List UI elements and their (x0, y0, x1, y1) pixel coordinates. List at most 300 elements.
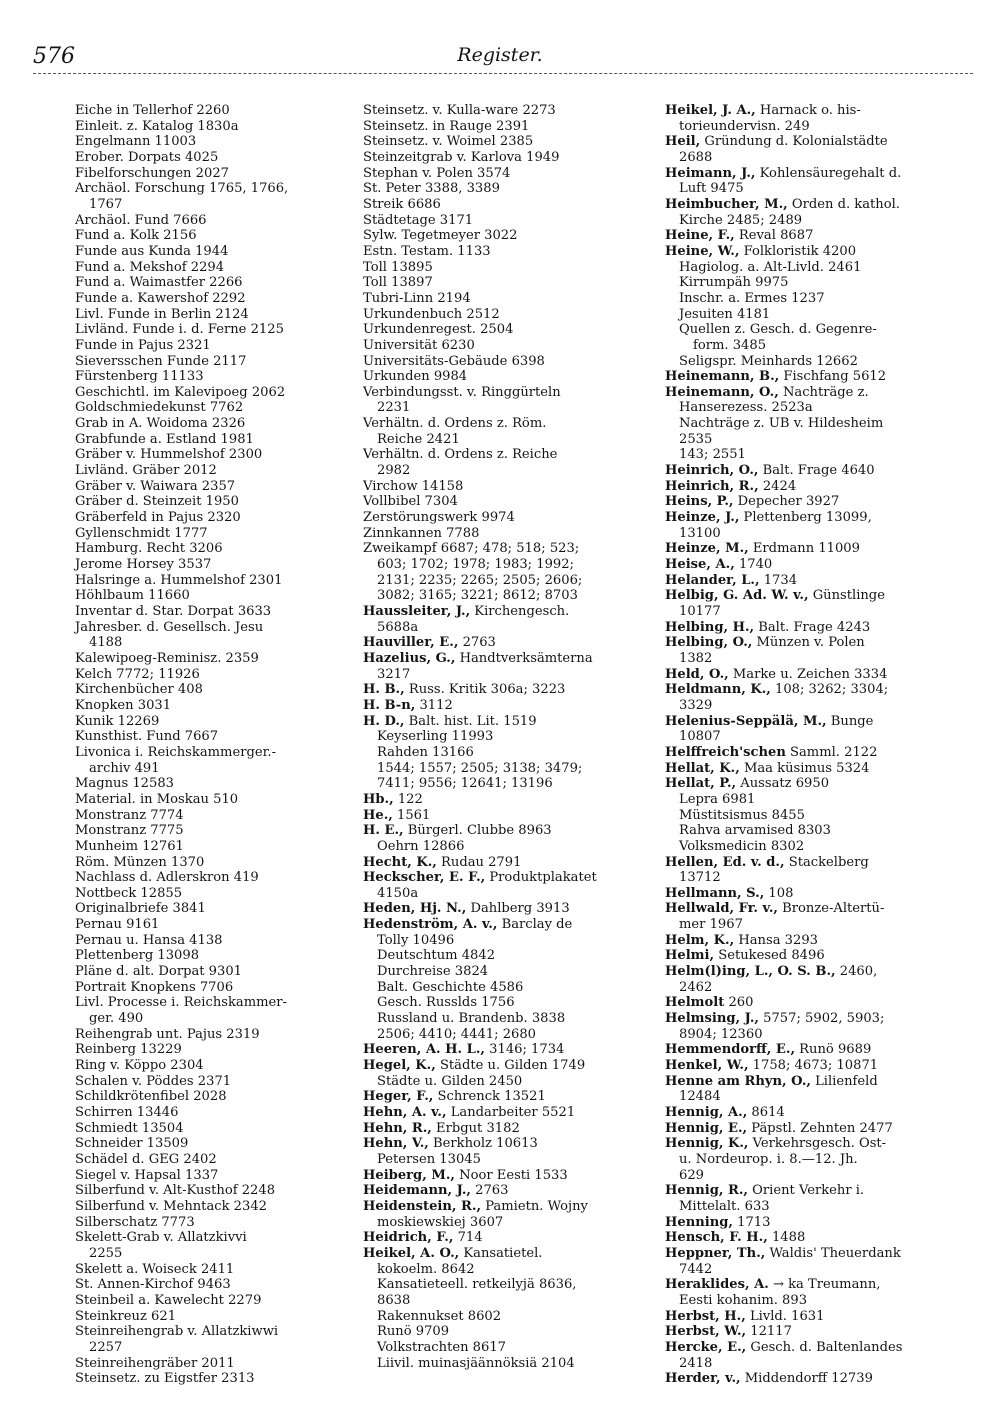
index-entry-text: 2231 (377, 400, 411, 416)
index-entry (665, 573, 955, 589)
index-entry-text: Nottbeck 12855 (75, 885, 183, 901)
index-entry (363, 1042, 638, 1058)
index-entry-text: Pernau u. Hansa 4138 (75, 932, 223, 948)
index-entry (363, 604, 638, 620)
index-entry (75, 213, 337, 229)
index-entry (363, 1121, 638, 1137)
index-entry-author: H. B., (363, 682, 405, 698)
index-entry (75, 354, 337, 370)
index-entry (363, 1262, 638, 1278)
index-entry (665, 698, 955, 714)
index-entry (75, 150, 337, 166)
index-entry-text: Gründung d. Kolonialstädte (700, 134, 888, 150)
index-entry-text: 5688a (377, 619, 419, 635)
index-entry-text: 3146; 1734 (485, 1042, 565, 1058)
index-entry (363, 808, 638, 824)
index-entry (665, 244, 955, 260)
index-entry (75, 1215, 337, 1231)
index-entry (665, 1230, 955, 1246)
index-entry (75, 260, 337, 276)
index-entry-author: Hehn, A. v., (363, 1105, 447, 1120)
index-entry-author: Helffreich'schen (665, 744, 786, 760)
index-entry (665, 228, 955, 244)
index-entry (75, 1183, 337, 1199)
index-entry (665, 745, 955, 761)
index-entry-text: Günstlinge (808, 588, 885, 604)
index-entry-text: Orden d. kathol. (787, 196, 900, 212)
index-entry-text: Urkunden 9984 (363, 369, 468, 385)
index-entry-author: Heger, F., (363, 1089, 434, 1105)
index-entry (75, 776, 337, 792)
index-entry (665, 792, 955, 808)
index-entry (665, 870, 955, 886)
index-entry-text: Münzen v. Polen (752, 635, 865, 651)
index-entry-text: 122 (393, 791, 423, 807)
index-entry-text: 5757; 5902, 5903; (758, 1011, 885, 1027)
index-entry-text: Livl. Funde in Berlin 2124 (75, 306, 249, 322)
index-entry-text: Folkloristik 4200 (739, 243, 857, 259)
index-entry-text: Grabfunde a. Estland 1981 (75, 431, 254, 447)
index-entry-text: 2257 (89, 1339, 123, 1355)
index-entry-text: Originalbriefe 3841 (75, 901, 206, 917)
header-rule (33, 73, 973, 74)
index-entry (665, 291, 955, 307)
index-entry-text: Bunge (826, 713, 874, 729)
index-entry (75, 557, 337, 573)
index-entry-text: Pamietn. Wojny (481, 1198, 588, 1214)
index-entry-text: 2535 (679, 431, 713, 447)
index-entry (75, 541, 337, 557)
index-entry (363, 197, 638, 213)
index-entry (75, 901, 337, 917)
index-entry (75, 166, 337, 182)
index-entry-text: Livonica i. Reichskammerger.- (75, 744, 276, 760)
index-entry-text: 2131; 2235; 2265; 2505; 2606; (377, 572, 583, 588)
index-entry-text: Einleit. z. Katalog 1830a (75, 118, 239, 134)
index-entry (75, 1105, 337, 1121)
index-entry-text: Zerstörungswerk 9974 (363, 510, 515, 526)
index-entry-text: Petersen 13045 (377, 1151, 481, 1167)
index-entry-text: Middendorff 12739 (740, 1371, 873, 1387)
index-entry (363, 995, 638, 1011)
index-entry (363, 494, 638, 510)
index-entry-text: Jerome Horsey 3537 (75, 557, 212, 573)
index-entry-text: Skelett a. Woiseck 2411 (75, 1261, 235, 1277)
index-entry-text: Steinsetz. in Rauge 2391 (363, 118, 530, 134)
index-entry (665, 1371, 955, 1387)
index-entry-text: Steinreihengrab v. Allatzkiwwi (75, 1324, 279, 1340)
index-entry (75, 1371, 337, 1387)
index-entry (665, 886, 955, 902)
index-entry-text: 12484 (679, 1089, 721, 1105)
index-entry-text: Maa küsimus 5324 (739, 760, 870, 776)
index-entry-text: Goldschmiedekunst 7762 (75, 400, 244, 416)
index-entry-author: Hellwald, Fr. v., (665, 901, 778, 917)
index-entry (363, 933, 638, 949)
index-entry-text: Bronze-Altertü- (777, 901, 885, 917)
index-entry (665, 948, 955, 964)
index-entry-text: u. Nordeurop. i. 8.—12. Jh. (679, 1151, 858, 1167)
index-entry (363, 463, 638, 479)
index-entry (75, 1324, 337, 1340)
index-entry (363, 181, 638, 197)
index-entry (363, 291, 638, 307)
index-entry-text: Höhlbaum 11660 (75, 588, 190, 604)
index-entry-text: Portrait Knopkens 7706 (75, 979, 234, 995)
index-entry-text: Kelch 7772; 11926 (75, 666, 200, 682)
index-entry (75, 447, 337, 463)
index-entry (75, 1293, 337, 1309)
index-entry-text: Orient Verkehr i. (748, 1183, 865, 1199)
index-entry (75, 1246, 337, 1262)
index-entry-text: 3112 (415, 697, 453, 713)
index-entry-text: 1561 (392, 807, 431, 823)
index-entry-author: He., (363, 807, 393, 823)
index-entry-text: Engelmann 11003 (75, 134, 197, 150)
index-entry (363, 1324, 638, 1340)
index-entry-text: Eiche in Tellerhof 2260 (75, 103, 230, 118)
index-entry-text: Jesuiten 4181 (679, 306, 771, 322)
index-entry-text: 12117 (746, 1324, 792, 1340)
index-entry (75, 667, 337, 683)
index-entry-text: Rakennukset 8602 (377, 1308, 502, 1324)
index-column-3 (665, 103, 955, 1387)
index-entry (75, 792, 337, 808)
index-entry (363, 1277, 638, 1293)
index-entry (75, 244, 337, 260)
index-entry (665, 855, 955, 871)
index-entry (665, 1027, 955, 1043)
index-entry-text: 7411; 9556; 12641; 13196 (377, 776, 553, 792)
index-entry-text: torieundervisn. 249 (679, 118, 810, 134)
index-entry-author: H. B-n, (363, 697, 416, 713)
index-entry (665, 432, 955, 448)
index-entry (665, 917, 955, 933)
index-entry-text: Hamburg. Recht 3206 (75, 541, 223, 557)
index-entry-text: Russland u. Brandenb. 3838 (377, 1011, 566, 1027)
index-entry-author: Heidenstein, R., (363, 1198, 482, 1214)
index-entry-text: Päpstl. Zehnten 2477 (747, 1120, 893, 1136)
index-entry-author: Heraklides, A. (665, 1277, 769, 1293)
index-entry (75, 510, 337, 526)
index-entry (363, 1309, 638, 1325)
index-entry-text: Inschr. a. Ermes 1237 (679, 290, 825, 306)
index-entry-author: Heeren, A. H. L., (363, 1042, 485, 1058)
index-entry-text: Gesch. Russlds 1756 (377, 995, 515, 1011)
index-entry-text: Reiche 2421 (377, 431, 460, 447)
index-entry (75, 494, 337, 510)
index-entry (665, 166, 955, 182)
index-entry-text: Zinnkannen 7788 (363, 525, 480, 541)
index-entry (363, 1136, 638, 1152)
index-entry (75, 1277, 337, 1293)
index-entry-author: Henkel, W., (665, 1058, 749, 1074)
index-entry (665, 385, 955, 401)
index-entry (363, 776, 638, 792)
index-entry (75, 291, 337, 307)
index-entry-text: Noor Eesti 1533 (454, 1167, 568, 1183)
index-entry-author: Heidrich, F., (363, 1230, 454, 1246)
index-entry-author: Herbst, H., (665, 1308, 746, 1324)
index-entry-author: Hercke, E., (665, 1339, 747, 1355)
index-entry (665, 1293, 955, 1309)
index-entry-text: 2255 (89, 1245, 123, 1261)
index-entry (363, 839, 638, 855)
index-entry-text: Silberfund v. Mehntack 2342 (75, 1198, 268, 1214)
index-entry-author: Herder, v., (665, 1371, 741, 1387)
index-entry-text: 4150a (377, 885, 419, 901)
index-entry-text: Siegel v. Hapsal 1337 (75, 1167, 219, 1183)
index-entry-text: Ring v. Köppo 2304 (75, 1058, 204, 1074)
index-entry-text: Kunsthist. Fund 7667 (75, 729, 219, 745)
index-entry-text: Silberschatz 7773 (75, 1214, 195, 1230)
index-entry-text: 8904; 12360 (679, 1026, 763, 1042)
index-entry (363, 1152, 638, 1168)
index-entry-text: 2763 (458, 635, 496, 651)
index-entry (75, 1168, 337, 1184)
index-entry-author: Heine, F., (665, 228, 735, 244)
index-entry (75, 463, 337, 479)
index-entry (363, 526, 638, 542)
index-entry (363, 651, 638, 667)
index-entry-text: Oehrn 12866 (377, 838, 465, 854)
index-entry-text: Deutschtum 4842 (377, 948, 496, 964)
index-entry-text: Volkstrachten 8617 (377, 1339, 506, 1355)
index-entry-text: Röm. Münzen 1370 (75, 854, 205, 870)
index-entry (363, 855, 638, 871)
index-entry-text: Material. in Moskau 510 (75, 791, 239, 807)
index-entry-text: 13100 (679, 525, 721, 541)
index-entry (665, 181, 955, 197)
index-entry-text: 1758; 4673; 10871 (748, 1058, 879, 1074)
index-entry (363, 870, 638, 886)
index-entry-text: Balt. Geschichte 4586 (377, 979, 524, 995)
index-entry (665, 541, 955, 557)
index-entry-text: Funde a. Kawershof 2292 (75, 290, 246, 306)
index-entry (363, 1199, 638, 1215)
index-entry-author: Helmsing, J., (665, 1011, 759, 1027)
index-entry-text: 714 (453, 1230, 483, 1246)
index-entry-text: 143; 2551 (679, 447, 746, 463)
index-entry-text: Skelett-Grab v. Allatzkivvi (75, 1230, 247, 1246)
index-entry-text: Steinsetz. v. Woimel 2385 (363, 134, 534, 150)
index-entry-text: Aussatz 6950 (736, 776, 830, 792)
index-entry-author: Hennig, A., (665, 1105, 748, 1120)
index-entry (363, 761, 638, 777)
index-entry-text: Reval 8687 (734, 228, 814, 244)
index-entry-text: 1767 (89, 196, 123, 212)
page-number: 576 (33, 44, 75, 69)
index-entry-text: 8614 (747, 1105, 785, 1120)
index-entry-text: Schädel d. GEG 2402 (75, 1151, 217, 1167)
index-entry (75, 745, 337, 761)
index-entry (75, 1230, 337, 1246)
index-entry-text: kokoelm. 8642 (377, 1261, 475, 1277)
index-entry-author: Heinrich, O., (665, 463, 759, 479)
index-entry (363, 228, 638, 244)
index-entry (75, 823, 337, 839)
index-entry (75, 103, 337, 119)
index-entry (75, 1058, 337, 1074)
index-entry-text: Runö 9709 (377, 1324, 450, 1340)
index-entry-text: Lilienfeld (810, 1073, 878, 1089)
index-entry (665, 651, 955, 667)
index-entry-author: Hecht, K., (363, 854, 437, 870)
index-entry (363, 557, 638, 573)
index-entry-text: Kansatieteell. retkeilyjä 8636, (377, 1277, 577, 1293)
index-entry-text: Monstranz 7774 (75, 807, 184, 823)
index-entry (75, 1309, 337, 1325)
index-entry (363, 1058, 638, 1074)
index-entry-text: Marke u. Zeichen 3334 (728, 666, 888, 682)
index-entry-author: Hennig, R., (665, 1183, 748, 1199)
index-entry-author: Hemmendorff, E., (665, 1042, 796, 1058)
index-entry (665, 729, 955, 745)
index-entry-text: Kirchengesch. (470, 604, 570, 619)
index-entry (665, 604, 955, 620)
index-entry-text: Urkundenregest. 2504 (363, 322, 514, 338)
index-entry-text: Plettenberg 13099, (739, 510, 872, 526)
index-entry (75, 119, 337, 135)
index-entry-text: 629 (679, 1167, 704, 1183)
index-entry-text: Pläne d. alt. Dorpat 9301 (75, 964, 243, 980)
index-entry-text: Streik 6686 (363, 196, 441, 212)
index-entry (363, 1340, 638, 1356)
index-entry (363, 432, 638, 448)
index-entry-text: Livländ. Funde i. d. Ferne 2125 (75, 322, 284, 338)
index-entry-text: Steinsetz. v. Kulla-ware 2273 (363, 103, 556, 118)
index-entry-author: Heinrich, R., (665, 478, 759, 494)
index-entry (363, 103, 638, 119)
index-entry (665, 197, 955, 213)
index-entry (363, 1027, 638, 1043)
index-entry-text: Rudau 2791 (436, 854, 522, 870)
index-entry (75, 635, 337, 651)
index-entry-text: 2460, (835, 964, 878, 980)
index-entry (665, 526, 955, 542)
index-entry (665, 1183, 955, 1199)
index-entry-text: Silberfund v. Alt-Kusthof 2248 (75, 1183, 276, 1199)
index-entry-text: Gräber v. Waiwara 2357 (75, 478, 236, 494)
index-entry-author: Hellen, Ed. v. d., (665, 854, 785, 870)
index-entry-text: Landarbeiter 5521 (446, 1105, 576, 1120)
index-entry-text: Lepra 6981 (679, 791, 756, 807)
index-entry-text: Verkehrsgesch. Ost- (748, 1136, 887, 1152)
index-entry (363, 792, 638, 808)
index-entry-text: Seligspr. Meinhards 12662 (679, 353, 858, 369)
index-entry-text: Dahlberg 3913 (466, 901, 570, 917)
index-entry (665, 103, 955, 119)
index-entry (75, 855, 337, 871)
index-entry-text: Schmiedt 13504 (75, 1120, 184, 1136)
index-entry (665, 275, 955, 291)
index-entry (665, 1262, 955, 1278)
index-entry (665, 1168, 955, 1184)
index-entry-text: 108 (764, 885, 794, 901)
index-entry (75, 275, 337, 291)
index-entry (665, 1340, 955, 1356)
index-entry (665, 1277, 955, 1293)
index-entry-text: archiv 491 (89, 760, 160, 776)
index-column-1 (75, 103, 337, 1387)
index-entry (363, 682, 638, 698)
index-entry (665, 1309, 955, 1325)
index-entry (665, 119, 955, 135)
index-entry-text: St. Annen-Kirchof 9463 (75, 1277, 231, 1293)
index-entry (75, 870, 337, 886)
index-entry (363, 980, 638, 996)
index-entry-text: Verhältn. d. Ordens z. Röm. (363, 416, 547, 432)
index-entry-text: Gyllenschmidt 1777 (75, 525, 208, 541)
index-entry-text: Reihengrab unt. Pajus 2319 (75, 1026, 260, 1042)
index-entry-author: Heldmann, K., (665, 682, 771, 698)
index-entry-author: Hennig, K., (665, 1136, 749, 1152)
index-entry (363, 338, 638, 354)
index-entry (665, 447, 955, 463)
index-entry (75, 933, 337, 949)
index-entry (363, 307, 638, 323)
index-entry (75, 980, 337, 996)
index-entry-author: Hedenström, A. v., (363, 917, 498, 933)
index-entry-author: Heinze, M., (665, 541, 749, 557)
index-entry-text: Gesch. d. Baltenlandes (746, 1339, 903, 1355)
index-entry-text: Durchreise 3824 (377, 964, 489, 980)
index-entry-text: 1713 (732, 1214, 771, 1230)
index-entry-text: 1740 (734, 557, 773, 573)
index-entry-author: Heden, Hj. N., (363, 901, 467, 917)
index-entry-text: Stackelberg (784, 854, 869, 870)
index-entry-author: Heine, W., (665, 243, 740, 259)
index-entry (75, 1340, 337, 1356)
index-entry (665, 1074, 955, 1090)
index-entry-text: Zweikampf 6687; 478; 518; 523; (363, 541, 580, 557)
index-entry-text: Waldis' Theuerdank (765, 1245, 901, 1261)
index-entry-text: 1734 (759, 572, 798, 588)
index-entry-author: Heil, (665, 134, 701, 150)
index-entry (75, 134, 337, 150)
index-entry-text: Steinsetz. zu Eigstfer 2313 (75, 1371, 255, 1387)
index-entry (665, 307, 955, 323)
index-entry (363, 948, 638, 964)
index-entry-author: H. D., (363, 713, 405, 729)
index-entry (665, 995, 955, 1011)
index-entry-text: Schrenck 13521 (433, 1089, 546, 1105)
index-entry-text: Gräberfeld in Pajus 2320 (75, 510, 241, 526)
index-entry (665, 1356, 955, 1372)
index-entry-author: Helm, K., (665, 932, 735, 948)
index-entry (75, 1152, 337, 1168)
index-entry (75, 698, 337, 714)
index-entry-author: Helmolt (665, 995, 725, 1011)
index-entry (363, 244, 638, 260)
index-entry-text: Balt. hist. Lit. 1519 (404, 713, 537, 729)
index-entry-text: Fürstenberg 11133 (75, 369, 204, 385)
index-entry-text: Erbgut 3182 (431, 1120, 520, 1136)
index-entry (665, 1105, 955, 1121)
index-entry-text: 3217 (377, 666, 411, 682)
index-entry-text: Magnus 12583 (75, 776, 174, 792)
index-entry-text: Estn. Testam. 1133 (363, 243, 491, 259)
index-entry-text: Rahva arvamised 8303 (679, 823, 831, 839)
index-entry-text: Verbindungsst. v. Ringgürteln (363, 384, 561, 400)
index-entry (363, 1246, 638, 1262)
index-entry-text: Funde in Pajus 2321 (75, 337, 211, 353)
index-entry-text: Tubri-Linn 2194 (363, 290, 471, 306)
index-entry-author: Heise, A., (665, 557, 735, 573)
index-entry-author: Hegel, K., (363, 1058, 436, 1074)
index-entry (363, 1215, 638, 1231)
index-entry-text: 2982 (377, 463, 411, 479)
